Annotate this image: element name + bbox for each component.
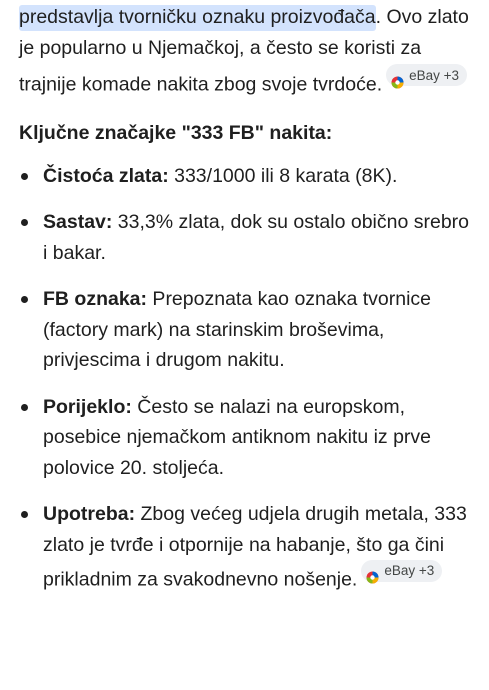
source-chip[interactable] xyxy=(386,64,467,86)
features-list xyxy=(19,161,473,596)
source-chip[interactable] xyxy=(361,560,442,582)
list-item xyxy=(19,499,473,595)
item-label: Sastav: xyxy=(43,211,113,233)
intro-period: . xyxy=(375,6,382,28)
intro-paragraph xyxy=(19,0,473,101)
highlighted-text[interactable]: predstavlja tvorničku oznaku proizvođača xyxy=(19,5,376,31)
item-text: 333/1000 ili 8 karata (8K). xyxy=(168,164,398,187)
item-label: Porijeklo: xyxy=(43,395,132,418)
item-label: Upotreba: xyxy=(43,503,136,525)
item-text: 33,3% zlata, dok su ostalo obično srebro i bakar. xyxy=(43,211,470,264)
item-label: Čistoća zlata: xyxy=(43,164,169,187)
bullet-dot xyxy=(21,511,28,518)
source-chip-label: eBay +3 xyxy=(384,562,435,578)
bullet-dot xyxy=(21,404,28,411)
list-item xyxy=(19,284,473,376)
item-text: Prepoznata kao oznaka tvornice (factory mark) na starinskim broševima, privjescima i drugom nakitu. xyxy=(43,288,432,371)
source-chip-label: eBay +3 xyxy=(409,67,460,83)
bullet-dot xyxy=(21,173,28,180)
list-item xyxy=(19,161,473,192)
list-item xyxy=(19,392,473,484)
section-heading: Ključne značajke "333 FB" nakita: xyxy=(19,121,333,144)
bullet-dot xyxy=(21,296,28,303)
list-item xyxy=(19,207,473,268)
intro-body: Ovo zlato je popularno u Njemačkoj, a često se koristi za trajnije komade nakita zbog svoje tvrdoće. xyxy=(19,6,469,96)
ebay-logo-icon xyxy=(366,565,379,578)
bullet-dot xyxy=(21,219,28,226)
item-label: FB oznaka: xyxy=(43,288,148,310)
item-text: Često se nalazi na europskom, posebice njemačkom antiknom nakitu iz prve polovice 20. stoljeća. xyxy=(43,395,432,479)
item-text: Zbog većeg udjela drugih metala, 333 zlato je tvrđe i otpornije na habanje, što ga čini prikladnim za svakodnevno nošenje. xyxy=(43,503,467,591)
ebay-logo-icon xyxy=(391,69,404,82)
